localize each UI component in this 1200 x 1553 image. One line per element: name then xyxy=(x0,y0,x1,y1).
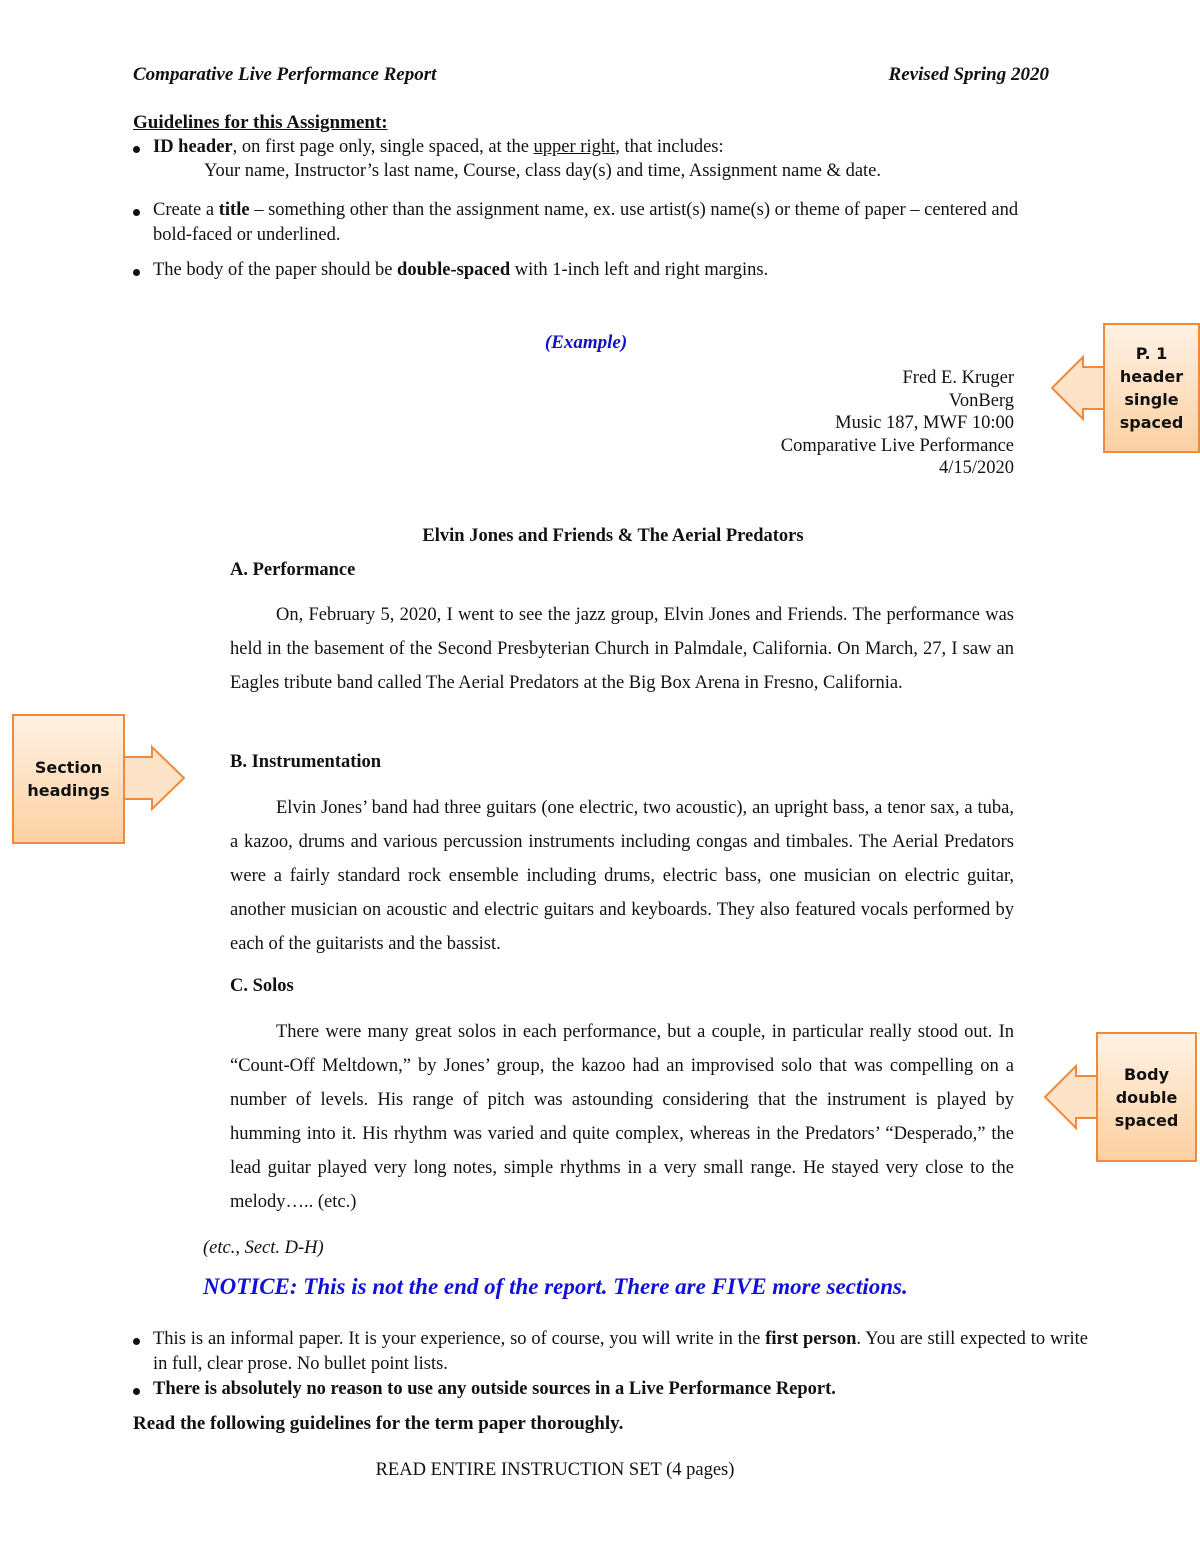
guideline-id-header: ID header, on first page only, single spaced, at the upper right, that includes: xyxy=(133,135,1033,160)
example-label: (Example) xyxy=(544,332,628,353)
section-heading-b: B. Instrumentation xyxy=(230,752,382,772)
guideline-title: Create a title – something other than the assignment name, ex. use artist(s) name(s) or theme of paper – centered and bold-faced or underlined. xyxy=(133,198,1053,248)
bullet-icon xyxy=(133,1338,140,1345)
callout-header-single-spaced: P. 1 header single spaced xyxy=(1103,323,1200,453)
id-course: Music 187, MWF 10:00 xyxy=(835,413,1014,433)
callout-body-double-spaced: Body double spaced xyxy=(1096,1032,1197,1162)
section-heading-a: A. Performance xyxy=(230,560,356,580)
bullet-icon xyxy=(133,146,140,153)
paper-title: Elvin Jones and Friends & The Aerial Predators xyxy=(422,526,804,546)
id-student-name: Fred E. Kruger xyxy=(902,368,1014,388)
section-heading-c: C. Solos xyxy=(230,976,294,996)
guideline-id-header-contents: Your name, Instructor’s last name, Course, class day(s) and time, Assignment name & date. xyxy=(204,161,882,181)
section-text-c: There were many great solos in each performance, but a couple, in particular really stood out. In “Count-Off Meltdown,” by Jones’ group, the kazoo had an improvised solo that was compelling on a number of levels. His range of pitch was astounding considering that the instrument is played by humming into it. His rhythm was varied and quite complex, whereas in the Predators’ “Desperado,” the lead guitar played very long notes, simple rhythms in a very small range. He stayed very close to the melody….. (etc.) xyxy=(230,1022,1014,1212)
right-arrow-icon xyxy=(122,745,186,811)
read-entire-note: READ ENTIRE INSTRUCTION SET (4 pages) xyxy=(375,1460,735,1480)
guideline-body: The body of the paper should be double-spaced with 1-inch left and right margins. xyxy=(133,258,1053,283)
guidelines-title: Guidelines for this Assignment: xyxy=(133,112,388,133)
header-title: Comparative Live Performance Report xyxy=(133,64,437,85)
informal-paper-note: This is an informal paper. It is your experience, so of course, you will write in the first person. You are still expected to write in full, clear prose. No bullet point lists. xyxy=(133,1327,1088,1377)
notice-text: NOTICE: This is not the end of the report. There are FIVE more sections. xyxy=(203,1274,908,1299)
id-header-block xyxy=(781,367,1014,480)
bullet-icon xyxy=(133,1388,140,1395)
bullet-icon xyxy=(133,269,140,276)
id-assignment: Comparative Live Performance xyxy=(780,435,1014,456)
no-outside-sources-note: There is absolutely no reason to use any outside sources in a Live Performance Report. xyxy=(133,1377,1088,1402)
section-text-b: Elvin Jones’ band had three guitars (one electric, two acoustic), an upright bass, a tenor sax, a tuba, a kazoo, drums and various percussion instruments including congas and timbales. The Aerial Predators were a fairly standard rock ensemble including drums, electric bass, one musician on electric guitar, another musician on acoustic and electric guitars and keyboards. They also featured vocals performed by each of the guitarists and the bassist. xyxy=(230,798,1014,954)
bullet-icon xyxy=(133,209,140,216)
left-arrow-icon xyxy=(1043,1064,1099,1130)
left-arrow-icon xyxy=(1050,355,1106,421)
section-text-a: On, February 5, 2020, I went to see the jazz group, Elvin Jones and Friends. The performance was held in the basement of the Second Presbyterian Church in Palmdale, California. On March, 27, I saw an Eagles tribute band called The Aerial Predators at the Big Box Arena in Fresno, California. xyxy=(230,605,1014,693)
etc-note: (etc., Sect. D-H) xyxy=(203,1238,324,1258)
id-instructor: VonBerg xyxy=(948,390,1014,411)
read-guidelines-note: Read the following guidelines for the term paper thoroughly. xyxy=(133,1413,624,1434)
id-date: 4/15/2020 xyxy=(938,458,1014,478)
header-revision: Revised Spring 2020 xyxy=(888,64,1049,85)
callout-section-headings: Section headings xyxy=(12,714,125,844)
